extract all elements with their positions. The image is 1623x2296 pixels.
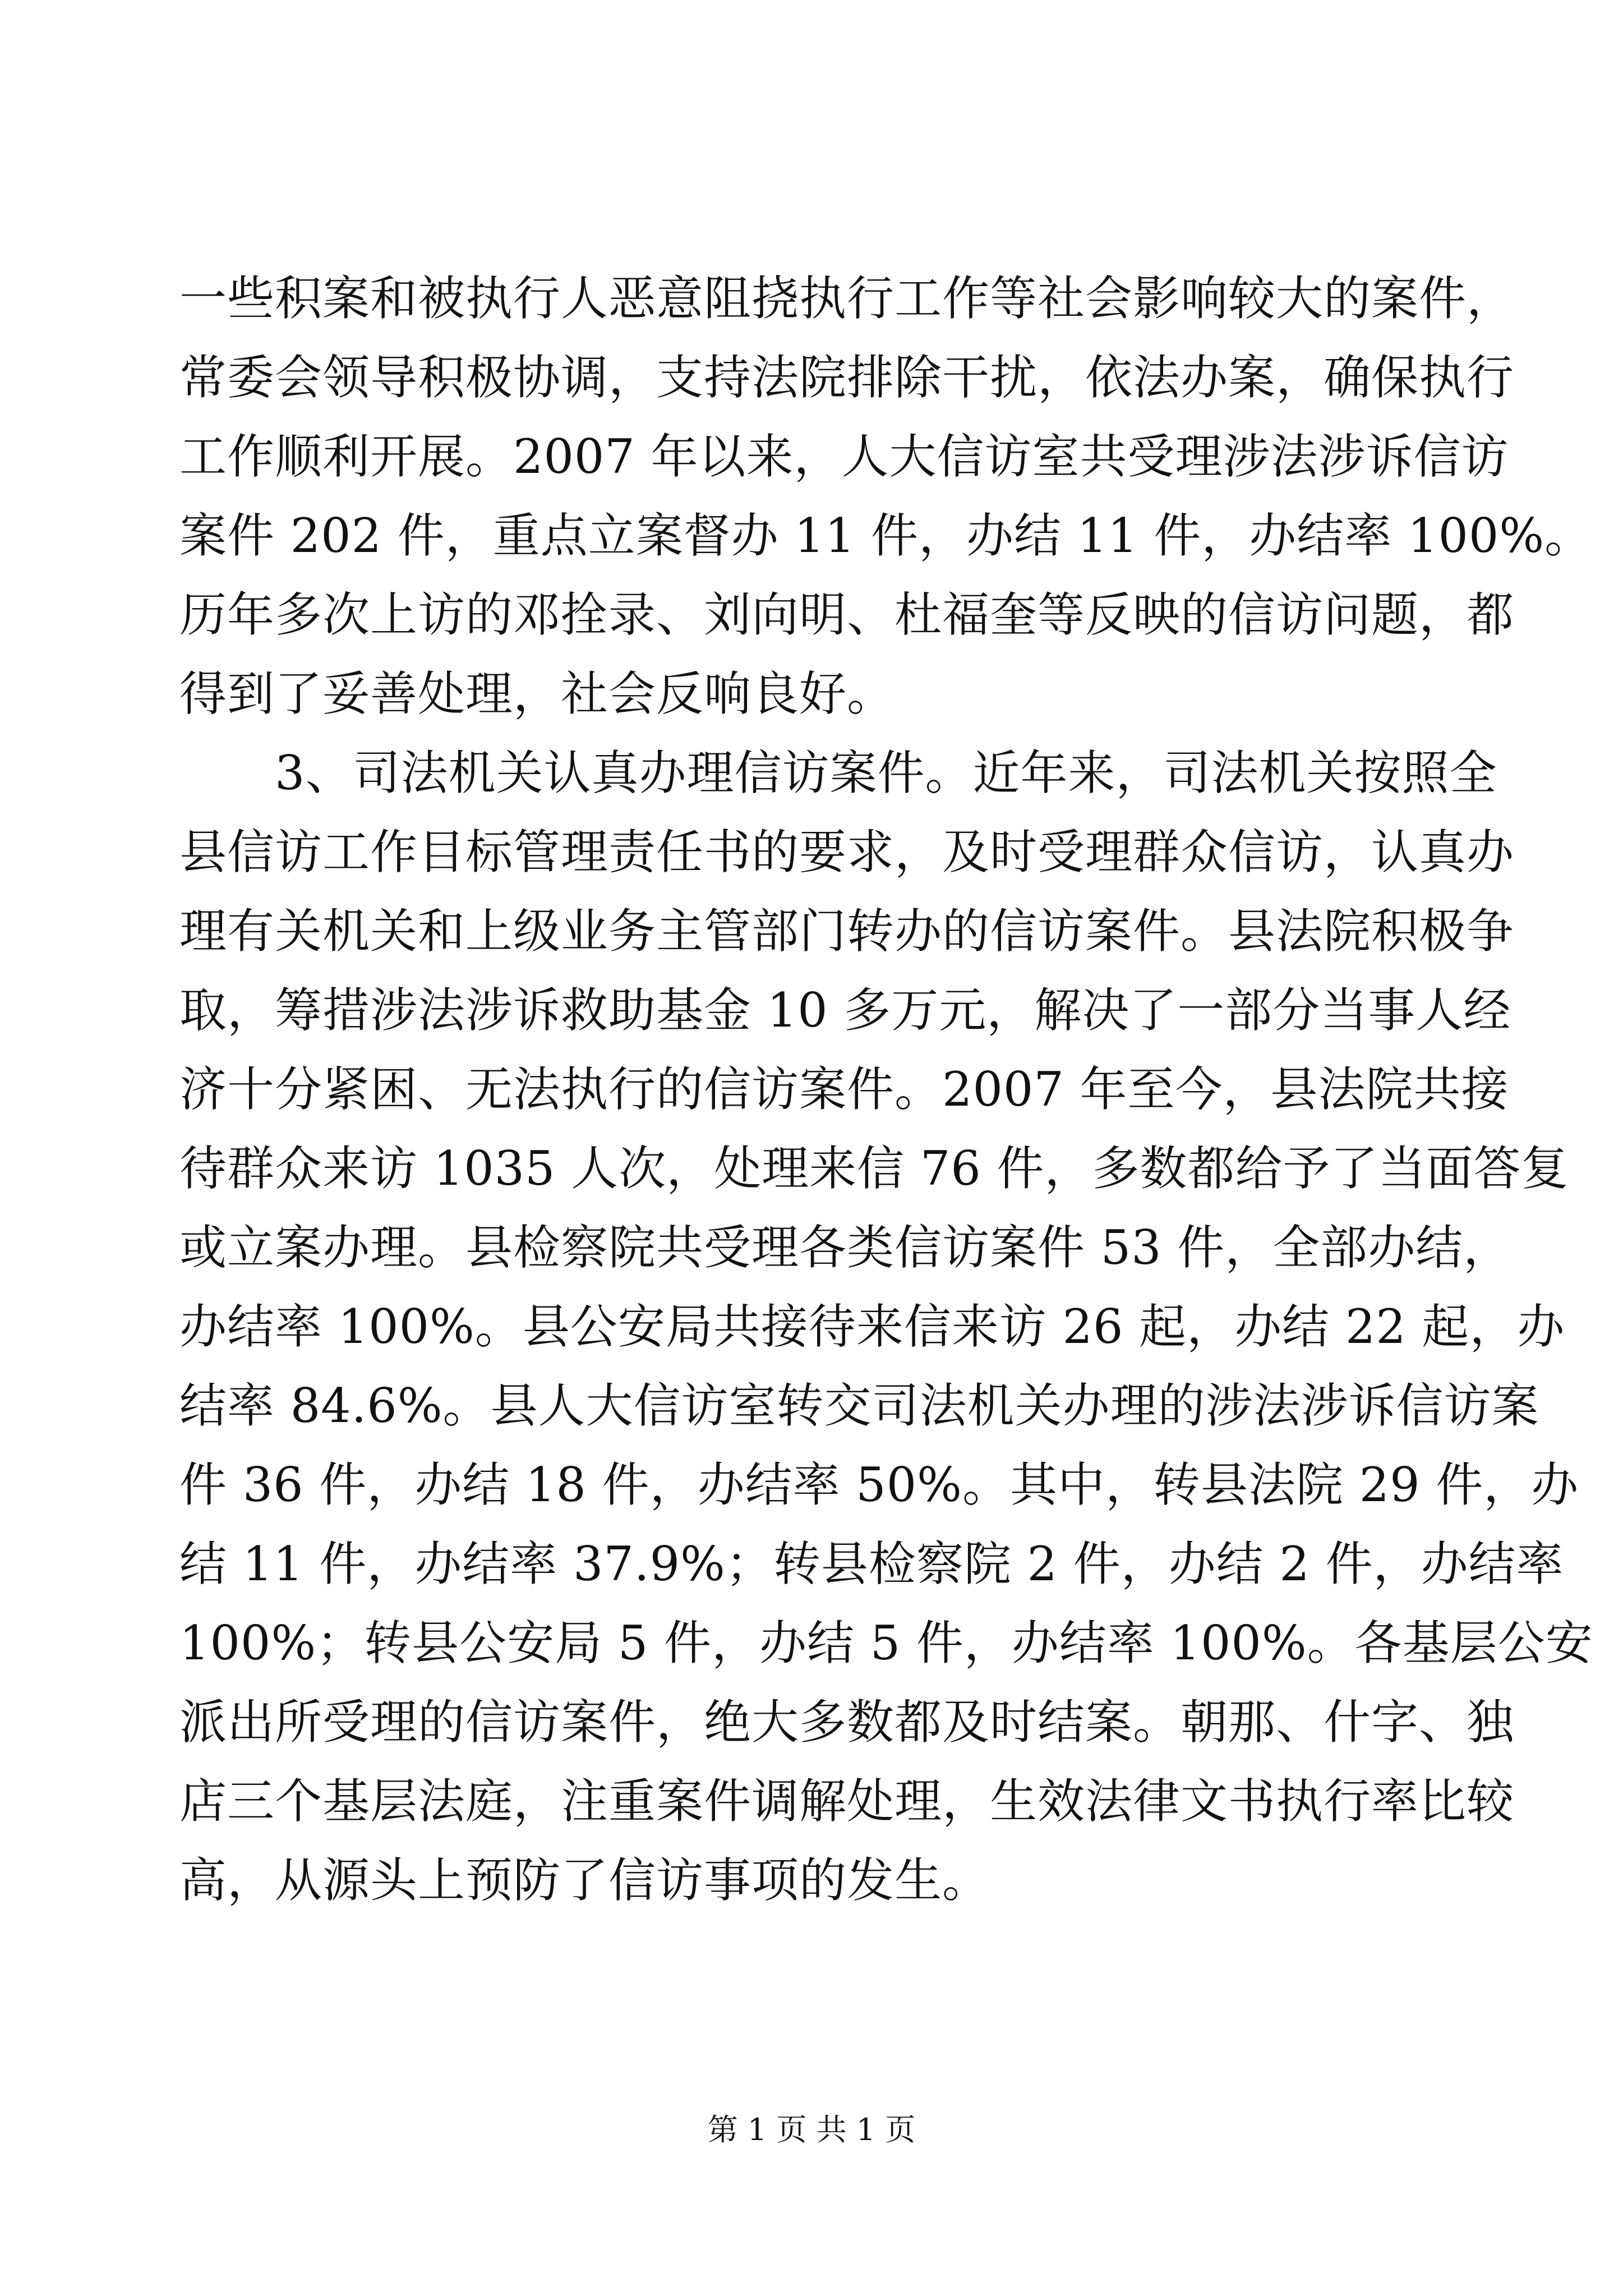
- text-line: 一些积案和被执行人恶意阻挠执行工作等社会影响较大的案件，: [179, 271, 1515, 326]
- text-line: 高，从源头上预防了信访事项的发生。: [179, 1853, 990, 1908]
- text-line: 济十分紧困、无法执行的信访案件。2007 年至今，县法院共接: [179, 1062, 1509, 1117]
- text-line: 理有关机关和上级业务主管部门转办的信访案件。县法院积极争: [179, 904, 1515, 959]
- page-number-footer: 第 1 页 共 1 页: [707, 2112, 916, 2147]
- text-line: 历年多次上访的邓拴录、刘向明、杜福奎等反映的信访问题，都: [179, 587, 1515, 642]
- text-line: 县信访工作目标管理责任书的要求，及时受理群众信访，认真办: [179, 825, 1515, 880]
- text-line: 工作顺利开展。2007 年以来，人大信访室共受理涉法涉诉信访: [179, 429, 1509, 484]
- text-line: 待群众来访 1035 人次，处理来信 76 件，多数都给予了当面答复: [179, 1141, 1569, 1196]
- text-line: 店三个基层法庭，注重案件调解处理，生效法律文书执行率比较: [179, 1774, 1515, 1829]
- text-line: 结 11 件，办结率 37.9%；转县检察院 2 件，办结 2 件，办结率: [179, 1536, 1564, 1591]
- text-line: 常委会领导积极协调，支持法院排除干扰，依法办案，确保执行: [179, 350, 1515, 405]
- text-line: 得到了妥善处理，社会反响良好。: [179, 666, 895, 721]
- text-line: 派出所受理的信访案件，绝大多数都及时结案。朝那、什字、独: [179, 1695, 1515, 1750]
- text-line: 件 36 件，办结 18 件，办结率 50%。其中，转县法院 29 件，办: [179, 1457, 1579, 1512]
- text-line: 案件 202 件，重点立案督办 11 件，办结 11 件，办结率 100%。: [179, 508, 1593, 563]
- text-line: 结率 84.6%。县人大信访室转交司法机关办理的涉法涉诉信访案: [179, 1378, 1539, 1433]
- text-line: 100%；转县公安局 5 件，办结 5 件，办结率 100%。各基层公安: [179, 1616, 1593, 1671]
- text-line: 取，筹措涉法涉诉救助基金 10 多万元，解决了一部分当事人经: [179, 983, 1511, 1038]
- text-line: 办结率 100%。县公安局共接待来信来访 26 起，办结 22 起，办: [179, 1299, 1565, 1354]
- text-line: 或立案办理。县检察院共受理各类信访案件 53 件，全部办结，: [179, 1220, 1511, 1275]
- paragraph-first-line: 3、司法机关认真办理信访案件。近年来，司法机关按照全: [275, 746, 1497, 800]
